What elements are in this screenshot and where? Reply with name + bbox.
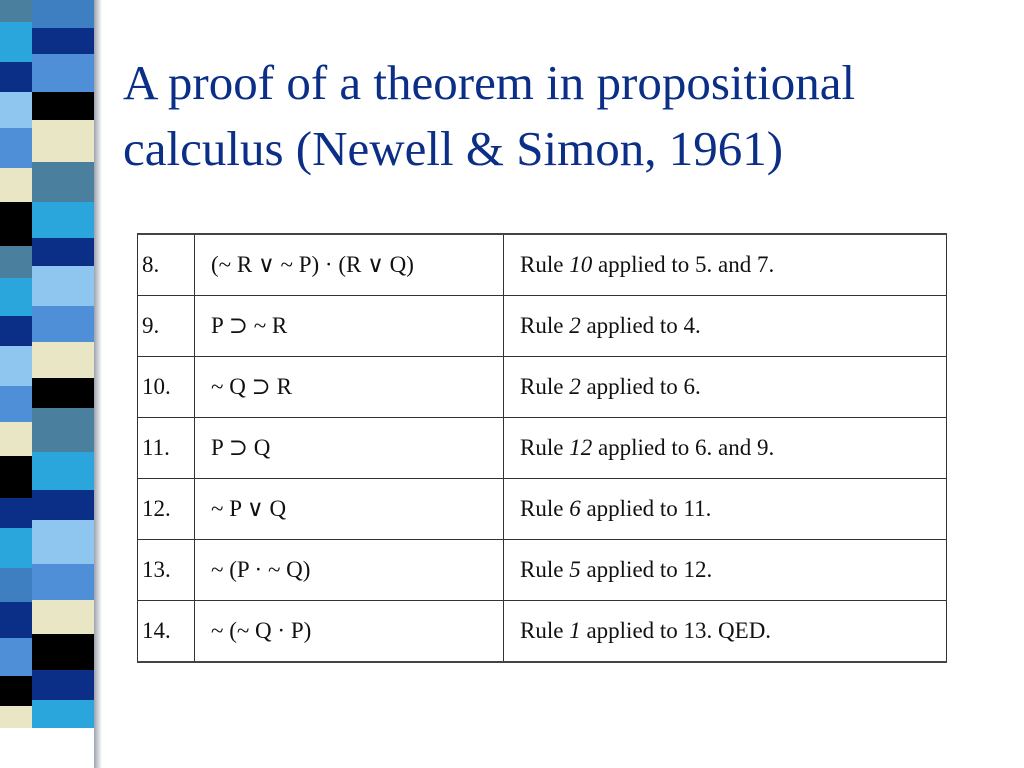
step-number: 12.	[138, 479, 195, 540]
decorative-stripe-bar	[0, 0, 118, 768]
slide-title	[123, 50, 1003, 182]
stripe-segment	[0, 62, 34, 92]
stripe-segment	[32, 342, 94, 378]
justification-prefix: Rule	[520, 374, 570, 399]
justification-prefix: Rule	[520, 618, 570, 643]
stripe-segment	[32, 520, 94, 564]
step-expression: (~ R ∨ ~ P) · (R ∨ Q)	[195, 234, 504, 296]
proof-row	[138, 234, 947, 296]
proof-row	[138, 357, 947, 418]
stripe-segment	[32, 238, 94, 266]
step-expression: ~ (P · ~ Q)	[195, 540, 504, 601]
step-number: 11.	[138, 418, 195, 479]
stripe-segment	[32, 28, 94, 54]
stripe-segment	[32, 266, 94, 306]
stripe-segment	[0, 386, 34, 422]
step-number: 14.	[138, 601, 195, 663]
stripe-segment	[0, 92, 34, 128]
rule-number: 2	[569, 374, 581, 399]
step-justification	[504, 479, 947, 540]
stripe-segment	[0, 706, 34, 728]
proof-row	[138, 418, 947, 479]
step-expression: ~ P ∨ Q	[195, 479, 504, 540]
step-number: 10.	[138, 357, 195, 418]
stripe-segment	[0, 498, 34, 528]
stripe-segment	[32, 92, 94, 120]
stripe-segment	[0, 22, 34, 62]
justification-suffix: applied to 5. and 7.	[592, 252, 775, 277]
stripe-segment	[32, 700, 94, 728]
rule-number: 5	[569, 557, 581, 582]
proof-row	[138, 479, 947, 540]
justification-suffix: applied to 6.	[580, 374, 701, 399]
step-number: 9.	[138, 296, 195, 357]
step-expression: ~ Q ⊃ R	[195, 357, 504, 418]
stripe-segment	[0, 422, 34, 456]
stripe-column-inner	[32, 0, 94, 768]
stripe-segment	[32, 378, 94, 408]
proof-row	[138, 540, 947, 601]
slide-title-line-2: calculus (Newell & Simon, 1961)	[123, 121, 784, 176]
step-expression: P ⊃ ~ R	[195, 296, 504, 357]
slide-title-line-1: A proof of a theorem in propositional	[123, 55, 856, 110]
stripe-segment	[0, 168, 34, 202]
stripe-segment	[0, 278, 34, 316]
step-number: 8.	[138, 234, 195, 296]
stripe-segment	[0, 202, 34, 246]
stripe-shadow	[94, 0, 102, 768]
stripe-segment	[32, 54, 94, 92]
step-justification	[504, 234, 947, 296]
stripe-segment	[0, 316, 34, 346]
justification-suffix: applied to 4.	[580, 313, 701, 338]
justification-prefix: Rule	[520, 313, 570, 338]
stripe-segment	[0, 568, 34, 602]
justification-prefix: Rule	[520, 496, 570, 521]
stripe-segment	[0, 638, 34, 676]
stripe-segment	[0, 128, 34, 168]
stripe-segment	[32, 0, 94, 28]
stripe-segment	[0, 676, 34, 706]
step-expression: ~ (~ Q · P)	[195, 601, 504, 663]
proof-table-body	[138, 234, 947, 662]
stripe-segment	[32, 202, 94, 238]
rule-number: 12	[569, 435, 593, 460]
rule-number: 1	[569, 618, 581, 643]
rule-number: 6	[569, 496, 581, 521]
justification-prefix: Rule	[520, 435, 570, 460]
proof-row	[138, 296, 947, 357]
stripe-segment	[0, 602, 34, 638]
step-number: 13.	[138, 540, 195, 601]
justification-prefix: Rule	[520, 252, 570, 277]
step-justification	[504, 296, 947, 357]
stripe-segment	[0, 456, 34, 498]
justification-suffix: applied to 13. QED.	[580, 618, 772, 643]
stripe-segment	[32, 490, 94, 520]
stripe-segment	[0, 346, 34, 386]
stripe-segment	[32, 452, 94, 490]
stripe-segment	[32, 306, 94, 342]
step-justification	[504, 540, 947, 601]
justification-suffix: applied to 11.	[580, 496, 712, 521]
step-justification	[504, 601, 947, 663]
stripe-column-outer	[0, 0, 34, 768]
stripe-segment	[0, 246, 34, 278]
justification-suffix: applied to 12.	[580, 557, 713, 582]
stripe-segment	[32, 600, 94, 634]
proof-row	[138, 601, 947, 663]
justification-prefix: Rule	[520, 557, 570, 582]
step-justification	[504, 357, 947, 418]
stripe-segment	[32, 408, 94, 452]
rule-number: 2	[569, 313, 581, 338]
stripe-segment	[0, 0, 34, 22]
justification-suffix: applied to 6. and 9.	[592, 435, 775, 460]
rule-number: 10	[569, 252, 593, 277]
stripe-segment	[32, 120, 94, 162]
step-justification	[504, 418, 947, 479]
proof-table	[137, 233, 947, 663]
step-expression: P ⊃ Q	[195, 418, 504, 479]
stripe-segment	[32, 162, 94, 202]
stripe-segment	[0, 528, 34, 568]
stripe-segment	[32, 564, 94, 600]
stripe-segment	[32, 670, 94, 700]
stripe-segment	[32, 634, 94, 670]
